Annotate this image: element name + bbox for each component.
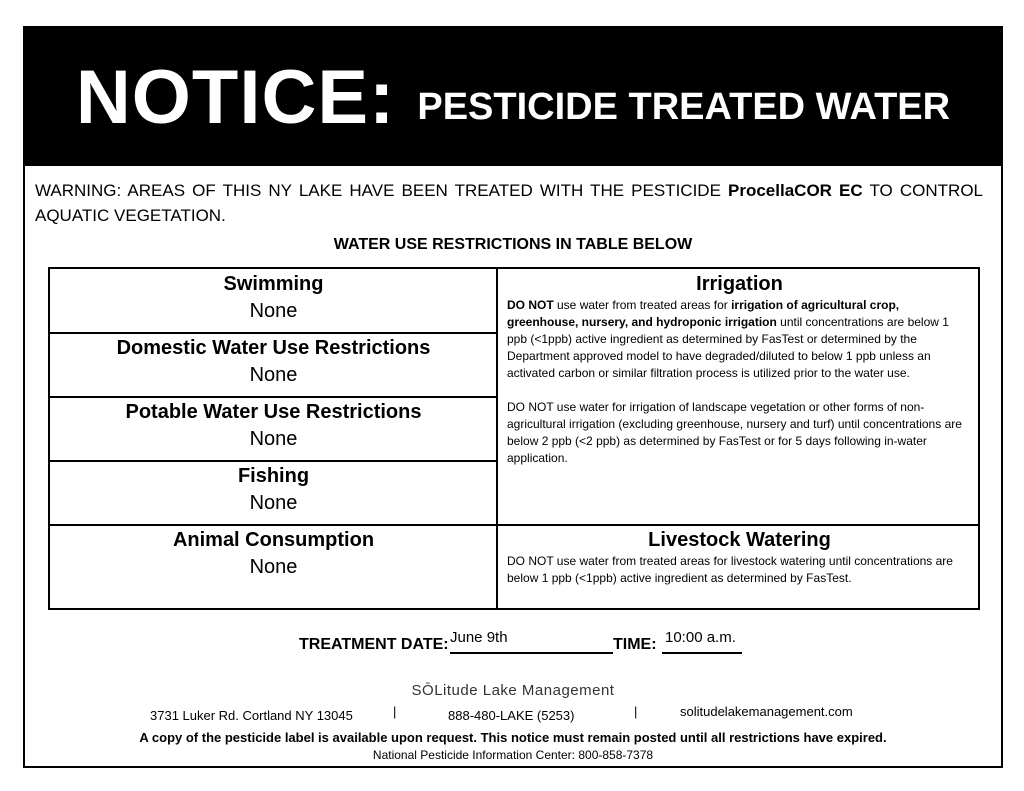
irrigation-heading: Irrigation bbox=[696, 273, 783, 295]
animal-heading: Animal Consumption bbox=[172, 529, 375, 551]
npic-contact: National Pesticide Information Center: 800-858-7378 bbox=[372, 748, 654, 762]
irrigation-text: use water from treated areas for bbox=[553, 298, 732, 312]
notice-banner bbox=[25, 28, 1001, 166]
domestic-value: None bbox=[249, 364, 298, 386]
fishing-heading: Fishing bbox=[237, 465, 310, 487]
domestic-heading: Domestic Water Use Restrictions bbox=[116, 337, 431, 359]
swimming-value: None bbox=[249, 300, 298, 322]
potable-cell bbox=[50, 399, 497, 461]
contact-row bbox=[25, 704, 1001, 726]
potable-heading: Potable Water Use Restrictions bbox=[125, 401, 422, 423]
table-title: WATER USE RESTRICTIONS IN TABLE BELOW bbox=[333, 236, 693, 253]
treatment-date-label: TREATMENT DATE: bbox=[299, 636, 449, 653]
warning-text bbox=[35, 178, 983, 228]
row-divider bbox=[50, 524, 980, 526]
swimming-cell bbox=[50, 271, 497, 333]
treatment-time-value: 10:00 a.m. bbox=[665, 629, 736, 646]
irrigation-paragraph-2: DO NOT use water for irrigation of landscape vegetation or other forms of non-agricultural irrigation (excluding greenhouse, nursery and turf) until concentrations are below 2 ppb (<2 ppb) as determined by FasTest or for 5 days following in-water application. bbox=[507, 400, 962, 465]
livestock-text: DO NOT use water from treated areas for livestock watering until concentrations are below 1 ppb (<1ppb) active ingredient as determined by FasTest. bbox=[507, 554, 953, 585]
irrigation-paragraph-1 bbox=[507, 297, 972, 382]
irrigation-text: until concentrations are below 1 ppb (<1ppb) active ingredient as determined by FasTest or determined by the Department approved model to have degraded/diluted to below 1 ppb unless an activated carbon or similar filtration process is utilized prior to the water use. bbox=[507, 315, 949, 380]
livestock-cell bbox=[499, 527, 980, 607]
separator: | bbox=[634, 704, 638, 719]
notice-heading: NOTICE: bbox=[75, 54, 396, 140]
row-divider bbox=[50, 332, 497, 334]
domestic-cell bbox=[50, 335, 497, 397]
potable-value: None bbox=[249, 428, 298, 450]
restrictions-table bbox=[48, 267, 980, 610]
pesticide-name: ProcellaCOR EC bbox=[728, 181, 863, 200]
row-divider bbox=[50, 396, 497, 398]
warning-prefix: WARNING: AREAS OF THIS NY LAKE HAVE BEEN TREATED WITH THE PESTICIDE bbox=[35, 181, 729, 200]
notice-sign bbox=[23, 26, 1003, 768]
treatment-date-value: June 9th bbox=[450, 629, 508, 646]
animal-cell bbox=[50, 527, 497, 607]
company-address: 3731 Luker Rd. Cortland NY 13045 bbox=[150, 708, 353, 723]
do-not-emphasis: DO NOT bbox=[507, 298, 554, 312]
animal-value: None bbox=[249, 556, 298, 578]
fishing-value: None bbox=[249, 492, 298, 514]
livestock-heading: Livestock Watering bbox=[648, 529, 831, 551]
separator: | bbox=[393, 704, 397, 719]
company-name: SŌLitude Lake Management bbox=[411, 682, 615, 699]
row-divider bbox=[50, 460, 497, 462]
swimming-heading: Swimming bbox=[223, 273, 324, 295]
warning-suffix: TO CONTROL AQUATIC VEGETATION. bbox=[35, 181, 983, 225]
treatment-time-label: TIME: bbox=[613, 636, 657, 653]
company-phone: 888-480-LAKE (5253) bbox=[448, 708, 575, 723]
notice-subtitle: PESTICIDE TREATED WATER bbox=[417, 85, 951, 128]
label-availability-notice: A copy of the pesticide label is available upon request. This notice must remain posted until all restrictions have expired. bbox=[139, 730, 887, 745]
irrigation-emphasis: irrigation of agricultural crop, greenhouse, nursery, and hydroponic irrigation bbox=[507, 298, 900, 329]
irrigation-cell bbox=[499, 271, 980, 523]
fishing-cell bbox=[50, 463, 497, 525]
company-website: solitudelakemanagement.com bbox=[680, 704, 853, 719]
